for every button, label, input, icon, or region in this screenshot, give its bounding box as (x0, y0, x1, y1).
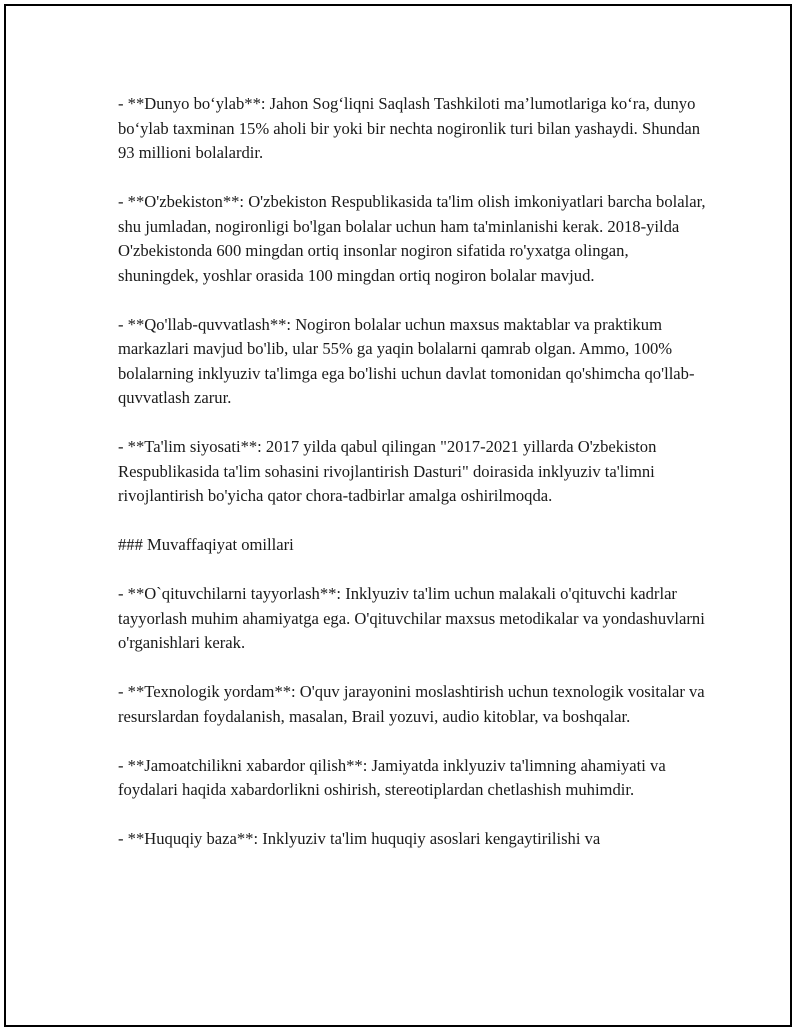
document-body (118, 92, 708, 876)
paragraph-support: - **Qo'llab-quvvatlash**: Nogiron bolalar uchun maxsus maktablar va praktikum markazlari mavjud bo'lib, ular 55% ga yaqin bolalarni qamrab olgan. Ammo, 100% bolalarning inklyuziv ta'limga ega bo'lishi uchun davlat tomonidan qo'shimcha qo'llab-quvvatlash zarur. (118, 314, 695, 407)
section-heading-success-factors: ### Muvaffaqiyat omillari (118, 535, 294, 554)
paragraph-teacher-training: - **O`qituvchilarni tayyorlash**: Inklyuziv ta'lim uchun malakali o'qituvchi kadrlar tayyorlash muhim ahamiyatga ega. O'qituvchilar maxsus metodikalar va yondashuvlarni o'rganishlari kerak. (118, 584, 705, 652)
paragraph-public-awareness: - **Jamoatchilikni xabardor qilish**: Jamiyatda inklyuziv ta'limning ahamiyati va foydalari haqida xabardorlikni oshirish, stereotiplardan chetlashish muhimdir. (118, 755, 666, 799)
paragraph-uzbekistan: - **O'zbekiston**: O'zbekiston Respublikasida ta'lim olish imkoniyatlari barcha bolalar, shu jumladan, nogironligi bo'lgan bolalar uchun ham ta'minlanishi kerak. 2018-yilda O'zbekistonda 600 mingdan ortiq insonlar nogiron sifatida ro'yxatga olingan, shuningdek, yoshlar orasida 100 mingdan ortiq nogiron bolalar mavjud. (118, 192, 706, 285)
paragraph-world-statistics: - **Dunyo bo‘ylab**: Jahon Sog‘liqni Saqlash Tashkiloti ma’lumotlariga ko‘ra, dunyo bo‘ylab taxminan 15% aholi bir yoki bir nechta nogironlik turi bilan yashaydi. Shundan 93 millioni bolalardir. (118, 94, 701, 162)
paragraph-education-policy: - **Ta'lim siyosati**: 2017 yilda qabul qilingan "2017-2021 yillarda O'zbekiston Respublikasida ta'lim sohasini rivojlantirish Dasturi" doirasida inklyuziv ta'limni rivojlantirish bo'yicha qator chora-tadbirlar amalga oshirilmoqda. (118, 437, 657, 505)
paragraph-legal-base: - **Huquqiy baza**: Inklyuziv ta'lim huquqiy asoslari kengaytirilishi va (118, 829, 601, 848)
paragraph-technology-support: - **Texnologik yordam**: O'quv jarayonini moslashtirish uchun texnologik vositalar va resurslardan foydalanish, masalan, Brail yozuvi, audio kitoblar, va boshqalar. (118, 682, 705, 726)
